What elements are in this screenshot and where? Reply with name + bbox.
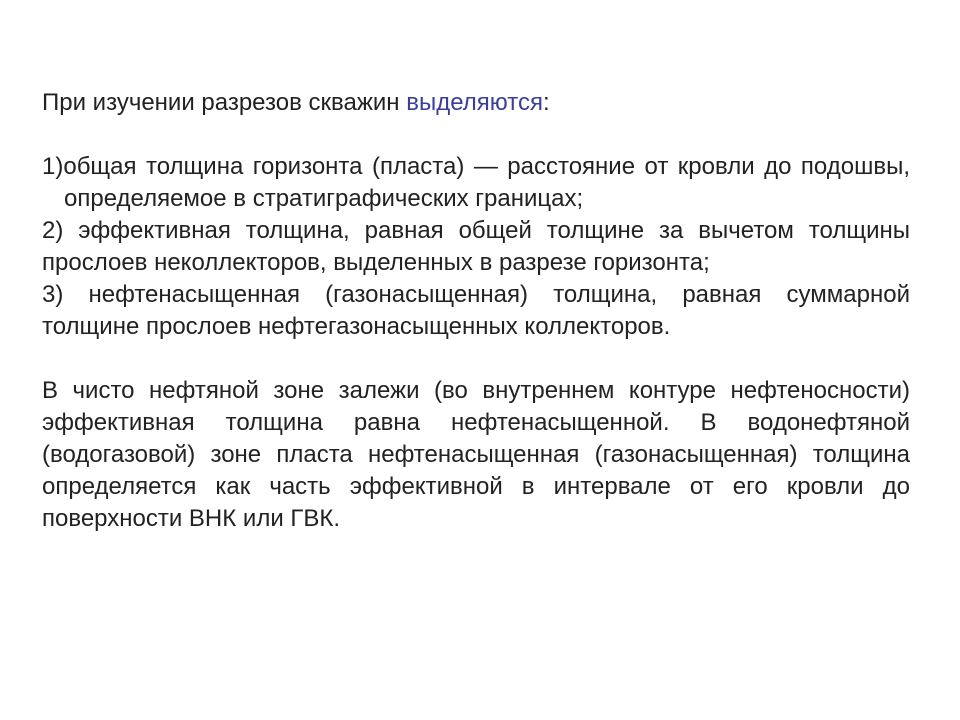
intro-suffix: : (542, 89, 550, 116)
list-item-effective-thickness: 2) эффективная толщина, равная общей толщине за вычетом толщины прослоев неколлекторов, выделенных в разрезе горизонта; (42, 217, 910, 276)
spacer (42, 119, 910, 151)
conclusion-paragraph: В чисто нефтяной зоне залежи (во внутреннем контуре нефтеносности) эффективная толщина равна нефтенасыщенной. В водонефтяной (водогазовой) зоне пласта нефтенасыщенная (газонасыщенная) толщина определяется как часть эффективной в интервале от его кровли до поверхности ВНК или ГВК. (42, 377, 910, 532)
intro-line (42, 87, 910, 119)
spacer (42, 343, 910, 375)
slide-text-body (42, 87, 910, 535)
intro-prefix: При изучении разрезов скважин (42, 89, 407, 116)
intro-highlight: выделяются (406, 89, 543, 116)
list-item-total-thickness: 1)общая толщина горизонта (пласта) — расстояние от кровли до подошвы, определяемое в стратиграфических границах; (42, 153, 910, 212)
list-item-oil-saturated-thickness: 3) нефтенасыщенная (газонасыщенная) толщина, равная суммарной толщине прослоев нефтегазонасыщенных коллекторов. (42, 281, 910, 340)
